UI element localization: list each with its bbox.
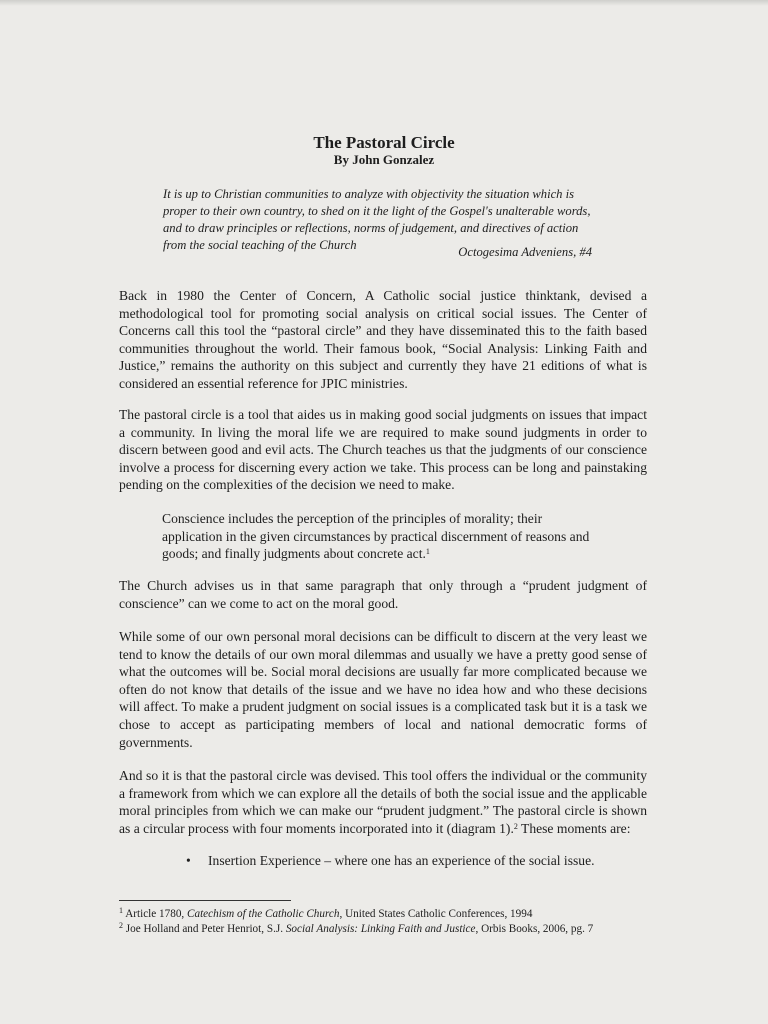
page-title: The Pastoral Circle	[313, 133, 455, 152]
paragraph-5	[119, 767, 647, 837]
byline: By John Gonzalez	[333, 152, 435, 167]
footnote-2-num: 2	[119, 921, 123, 930]
scan-edge	[0, 0, 768, 6]
footnote-2-post: , Orbis Books, 2006, pg. 7	[475, 923, 594, 935]
footnote-1-post: , United States Catholic Conferences, 1994	[339, 908, 533, 920]
footnote-ref-1: 1	[425, 547, 430, 557]
paragraph-5-tail: These moments are:	[517, 820, 631, 836]
bullet-item	[186, 853, 595, 869]
bullet-symbol: •	[186, 853, 191, 868]
bullet-text: Insertion Experience – where one has an experience of the social issue.	[208, 853, 595, 868]
footnote-divider	[119, 900, 291, 901]
paragraph-4: While some of our own personal moral decisions can be difficult to discern at the very least we tend to know the details of our own moral dilemmas and usually we have a pretty good sense of what the outcomes will be. Social moral decisions are usually far more complicated because we often do not know that details of the issue and we have no idea how and who these decisions will affect. To make a prudent judgment on social issues is a complicated task but it is a task we chose to accept as participating members of local and national democratic forms of governments.	[119, 629, 647, 750]
footnote-ref-2: 2	[513, 821, 518, 831]
footnote-2-title: Social Analysis: Linking Faith and Justice	[285, 923, 476, 935]
conscience-quote	[162, 510, 602, 563]
footnote-2-pre: Joe Holland and Peter Henriot, S.J.	[125, 923, 286, 935]
footnote-1	[119, 908, 532, 920]
paragraph-2: The pastoral circle is a tool that aides us in making good social judgments on issues that impact a community. In living the moral life we are required to make sound judgments in order to discern between good and evil acts. The Church teaches us that the judgments of our conscience involve a process for discerning every action we take. This process can be long and painstaking pending on the complexities of the decision we need to make.	[119, 407, 647, 493]
paragraph-5-text: And so it is that the pastoral circle was devised. This tool offers the individual or the community a framework from which we can explore all the details of both the social issue and the applicable moral principles from which we can make our “prudent judgment.” The pastoral circle is shown as a circular process with four moments incorporated into it (diagram 1).	[119, 768, 647, 836]
epigraph-source: Octogesima Adveniens, #4	[458, 245, 592, 259]
footnote-1-num: 1	[119, 906, 123, 915]
quote-text: Conscience includes the perception of the principles of morality; their application in the given circumstances by practical discernment of reasons and goods; and finally judgments about concrete act.	[162, 511, 590, 562]
paragraph-1: Back in 1980 the Center of Concern, A Catholic social justice thinktank, devised a methodological tool for promoting social analysis on critical social issues. The Center of Concerns call this tool the “pastoral circle” and they have disseminated this to the faith based communities throughout the world. Their famous book, “Social Analysis: Linking Faith and Justice,” remains the authority on this subject and currently they have 21 editions of what is considered an essential reference for JPIC ministries.	[119, 288, 647, 391]
footnote-2	[119, 923, 593, 935]
footnote-1-title: Catechism of the Catholic Church	[187, 908, 340, 920]
footnote-1-pre: Article 1780,	[125, 908, 188, 920]
paragraph-3: The Church advises us in that same paragraph that only through a “prudent judgment of conscience” can we come to act on the moral good.	[119, 578, 647, 611]
epigraph-quote: It is up to Christian communities to analyze with objectivity the situation which is proper to their own country, to shed on it the light of the Gospel's unalterable words, and to draw principles or reflections, norms of judgement, and directives of action from the social teaching of the Church	[163, 187, 591, 252]
